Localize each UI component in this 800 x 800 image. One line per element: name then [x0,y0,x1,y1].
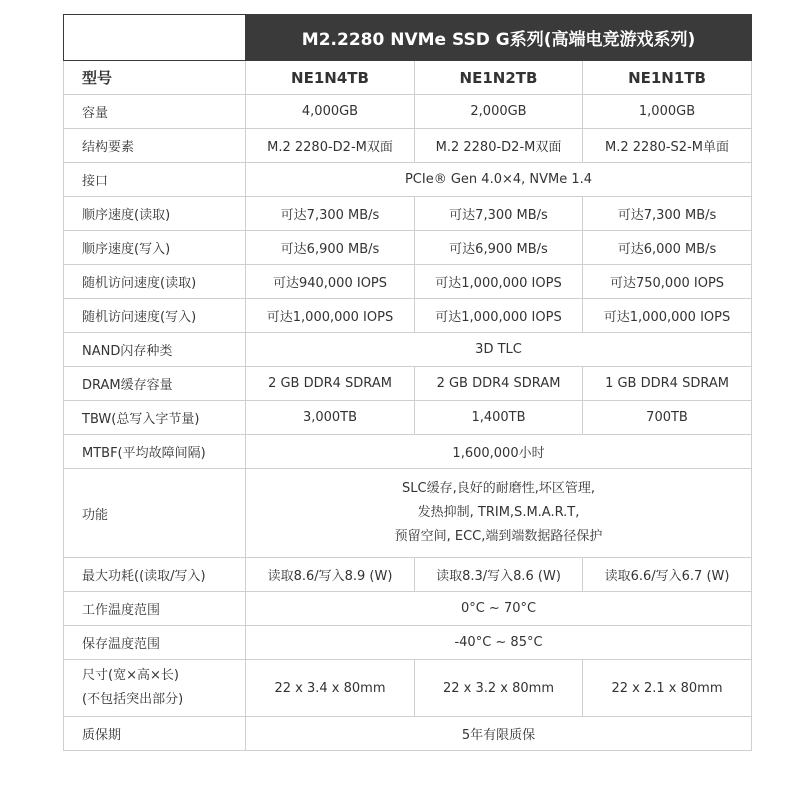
spec-value: 3,000TB [246,401,415,435]
spec-label: 结构要素 [64,129,246,163]
spec-row [64,95,752,129]
spec-label: 最大功耗((读取/写入) [64,558,246,592]
spec-value: 可达1,000,000 IOPS [583,299,752,333]
spec-label: NAND闪存种类 [64,333,246,367]
spec-value: 可达6,900 MB/s [246,231,415,265]
spec-value: 22 x 2.1 x 80mm [583,660,752,717]
spec-row [64,231,752,265]
spec-value: 可达1,000,000 IOPS [415,265,583,299]
spec-label: 随机访问速度(写入) [64,299,246,333]
spec-row [64,435,752,469]
spec-label: 顺序速度(读取) [64,197,246,231]
spec-value: 22 x 3.2 x 80mm [415,660,583,717]
spec-row [64,401,752,435]
spec-row [64,197,752,231]
model-row [64,61,752,95]
spec-value: 2 GB DDR4 SDRAM [246,367,415,401]
spec-value: 可达750,000 IOPS [583,265,752,299]
spec-value: 22 x 3.4 x 80mm [246,660,415,717]
spec-value: 读取6.6/写入6.7 (W) [583,558,752,592]
spec-row [64,129,752,163]
spec-value: 1,000GB [583,95,752,129]
spec-value: M.2 2280-D2-M双面 [246,129,415,163]
spec-value: 可达7,300 MB/s [246,197,415,231]
spec-value: M.2 2280-S2-M单面 [583,129,752,163]
spec-value-merged: PCIe® Gen 4.0×4, NVMe 1.4 [246,163,752,197]
spec-value: 4,000GB [246,95,415,129]
spec-label: 工作温度范围 [64,592,246,626]
spec-value-merged: -40°C ~ 85°C [246,626,752,660]
spec-label: 功能 [64,469,246,558]
spec-row [64,265,752,299]
spec-label: 容量 [64,95,246,129]
spec-row [64,163,752,197]
spec-label-line: (不包括突出部分) [82,692,184,707]
spec-value-merged: 5年有限质保 [246,717,752,751]
spec-table-body [64,15,752,751]
spec-row [64,469,752,558]
spec-value: 可达1,000,000 IOPS [415,299,583,333]
spec-value: 700TB [583,401,752,435]
spec-label: 随机访问速度(读取) [64,265,246,299]
spec-value: 可达1,000,000 IOPS [246,299,415,333]
spec-row [64,558,752,592]
spec-row [64,717,752,751]
spec-value: 可达940,000 IOPS [246,265,415,299]
spec-value-merged: 0°C ~ 70°C [246,592,752,626]
header-row [64,15,752,61]
spec-value: 读取8.6/写入8.9 (W) [246,558,415,592]
spec-table [63,14,752,751]
spec-value-merged: 1,600,000小时 [246,435,752,469]
spec-row [64,367,752,401]
spec-row [64,626,752,660]
spec-label: DRAM缓存容量 [64,367,246,401]
model-2tb: NE1N2TB [415,61,583,95]
spec-value: 1 GB DDR4 SDRAM [583,367,752,401]
spec-label: 质保期 [64,717,246,751]
spec-value: 可达6,000 MB/s [583,231,752,265]
spec-value-merged: 3D TLC [246,333,752,367]
spec-label: 顺序速度(写入) [64,231,246,265]
spec-row [64,299,752,333]
spec-label: 接口 [64,163,246,197]
spec-value: 读取8.3/写入8.6 (W) [415,558,583,592]
spec-row [64,333,752,367]
feature-line: 发热抑制, TRIM,S.M.A.R.T, [417,505,580,520]
spec-label: MTBF(平均故障间隔) [64,435,246,469]
product-name-label: 产品名称 [64,15,246,61]
spec-value: 2,000GB [415,95,583,129]
spec-value: 可达7,300 MB/s [415,197,583,231]
feature-line: 预留空间, ECC,端到端数据路径保护 [394,529,603,544]
feature-line: SLC缓存,良好的耐磨性,坏区管理, [402,481,595,496]
spec-value: M.2 2280-D2-M双面 [415,129,583,163]
spec-label [64,660,246,717]
spec-row [64,592,752,626]
spec-value: 2 GB DDR4 SDRAM [415,367,583,401]
spec-label-line: 尺寸(宽×高×长) [82,668,179,683]
spec-value: 可达7,300 MB/s [583,197,752,231]
spec-label: 保存温度范围 [64,626,246,660]
series-title: M2.2280 NVMe SSD G系列(高端电竞游戏系列) [246,15,752,61]
model-label: 型号 [64,61,246,95]
spec-row [64,660,752,717]
spec-value: 1,400TB [415,401,583,435]
spec-value: 可达6,900 MB/s [415,231,583,265]
model-4tb: NE1N4TB [246,61,415,95]
model-1tb: NE1N1TB [583,61,752,95]
spec-value-merged [246,469,752,558]
spec-label: TBW(总写入字节量) [64,401,246,435]
